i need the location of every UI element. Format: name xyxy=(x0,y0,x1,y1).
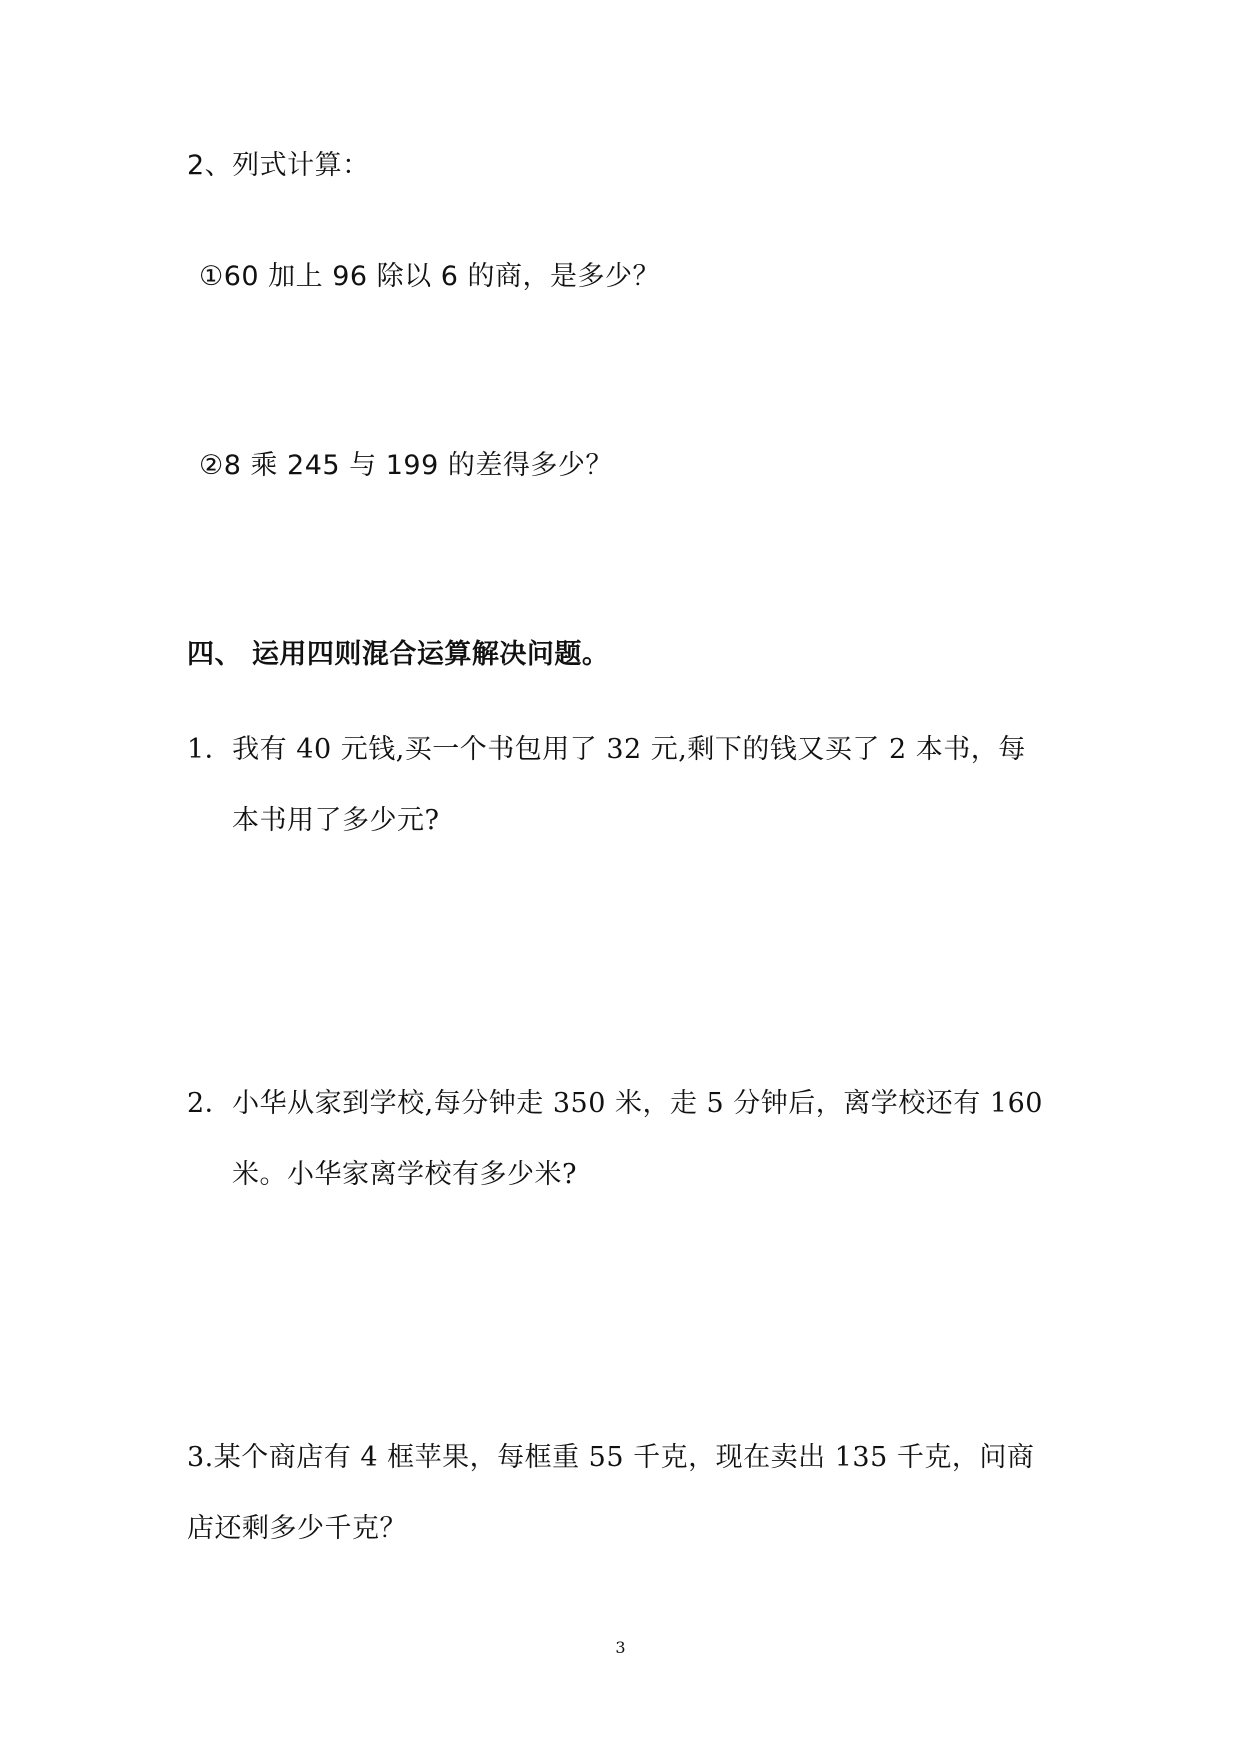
problem-1-line-2: 本书用了多少元? xyxy=(232,805,440,836)
problem-2-line-2: 米。小华家离学校有多少米? xyxy=(232,1159,577,1190)
calculation-item-1: ①60 加上 96 除以 6 的商，是多少？ xyxy=(199,261,661,292)
problem-2-line-1: 2．小华从家到学校,每分钟走 350 米，走 5 分钟后，离学校还有 160 xyxy=(187,1088,1043,1119)
section-4-heading: 四、 运用四则混合运算解决问题。 xyxy=(187,639,610,670)
problem-1-line-1: 1．我有 40 元钱,买一个书包用了 32 元,剩下的钱又买了 2 本书，每 xyxy=(187,734,1026,765)
calculation-item-2: ②8 乘 245 与 199 的差得多少？ xyxy=(199,450,613,481)
problem-3-line-1: 3.某个商店有 4 框苹果，每框重 55 千克，现在卖出 135 千克，问商 xyxy=(187,1442,1035,1473)
section-2-heading: 2、列式计算： xyxy=(187,150,370,181)
problem-3-line-2: 店还剩多少千克？ xyxy=(187,1513,407,1544)
page-number: 3 xyxy=(615,1638,626,1657)
